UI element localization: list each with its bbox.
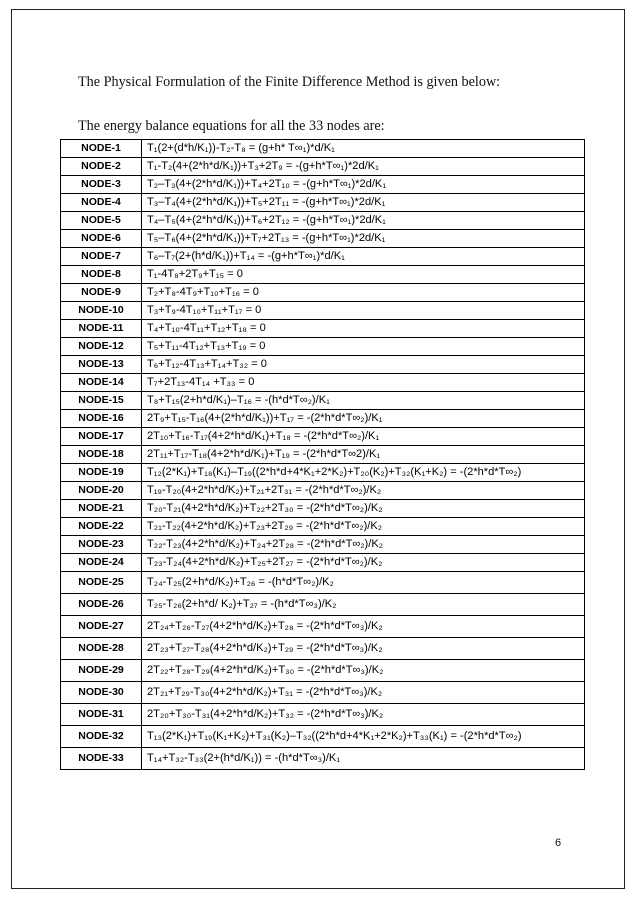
node-label: NODE-11: [61, 320, 142, 338]
table-row: [61, 158, 585, 176]
table-row: [61, 284, 585, 302]
node-label: NODE-5: [61, 212, 142, 230]
table-row: [61, 320, 585, 338]
node-label: NODE-21: [61, 500, 142, 518]
node-label: NODE-29: [61, 660, 142, 682]
node-label: NODE-8: [61, 266, 142, 284]
node-label: NODE-3: [61, 176, 142, 194]
node-label: NODE-2: [61, 158, 142, 176]
node-equation: T₁-T₂(4+(2*h*d/K₁))+T₃+2T₉ = -(g+h*T∞₁)*2d/K₁: [142, 158, 585, 176]
node-label: NODE-7: [61, 248, 142, 266]
table-row: [61, 638, 585, 660]
node-label: NODE-12: [61, 338, 142, 356]
node-equation: T₈+T₁₅(2+h*d/K₁)–T₁₆ = -(h*d*T∞₂)/K₁: [142, 392, 585, 410]
node-equation: T₁₂(2*K₁)+T₁₈(K₁)–T₁₉((2*h*d+4*K₁+2*K₂)+T₂₀(K₂)+T₃₂(K₁+K₂) = -(2*h*d*T∞₂): [142, 464, 585, 482]
table-row: [61, 500, 585, 518]
node-label: NODE-27: [61, 616, 142, 638]
node-label: NODE-6: [61, 230, 142, 248]
node-equation: T₅–T₆(4+(2*h*d/K₁))+T₇+2T₁₃ = -(g+h*T∞₁)*2d/K₁: [142, 230, 585, 248]
node-equation: T₂₃-T₂₄(4+2*h*d/K₂)+T₂₅+2T₂₇ = -(2*h*d*T∞₂)/K₂: [142, 554, 585, 572]
node-equation: T₁₄+T₃₂-T₃₃(2+(h*d/K₁)) = -(h*d*T∞₃)/K₁: [142, 748, 585, 770]
table-row: [61, 660, 585, 682]
heading: The Physical Formulation of the Finite Difference Method is given below:: [78, 74, 501, 90]
table-row: [61, 748, 585, 770]
node-label: NODE-17: [61, 428, 142, 446]
table-row: [61, 338, 585, 356]
node-equation: 2T₂₄+T₂₆-T₂₇(4+2*h*d/K₂)+T₂₈ = -(2*h*d*T∞₃)/K₂: [142, 616, 585, 638]
table-row: [61, 266, 585, 284]
table-row: [61, 374, 585, 392]
node-equation: T₆–T₇(2+(h*d/K₁))+T₁₄ = -(g+h*T∞₁)*d/K₁: [142, 248, 585, 266]
table-row: [61, 482, 585, 500]
node-equation: T₂₅-T₂₆(2+h*d/ K₂)+T₂₇ = -(h*d*T∞₃)/K₂: [142, 594, 585, 616]
node-label: NODE-25: [61, 572, 142, 594]
node-equation: T₃+T₉-4T₁₀+T₁₁+T₁₇ = 0: [142, 302, 585, 320]
node-label: NODE-10: [61, 302, 142, 320]
node-equation: 2T₁₀+T₁₆-T₁₇(4+2*h*d/K₁)+T₁₈ = -(2*h*d*T∞₂)/K₁: [142, 428, 585, 446]
table-row: [61, 140, 585, 158]
node-equation-table: [60, 139, 585, 770]
node-equation: T₆+T₁₂-4T₁₃+T₁₄+T₃₂ = 0: [142, 356, 585, 374]
node-label: NODE-24: [61, 554, 142, 572]
node-equation: 2T₂₂+T₂₈-T₂₉(4+2*h*d/K₂)+T₃₀ = -(2*h*d*T∞₃)/K₂: [142, 660, 585, 682]
node-equation: T₂₄-T₂₅(2+h*d/K₂)+T₂₆ = -(h*d*T∞₂)/K₂: [142, 572, 585, 594]
node-equation: T₂₁-T₂₂(4+2*h*d/K₂)+T₂₃+2T₂₉ = -(2*h*d*T∞₂)/K₂: [142, 518, 585, 536]
node-equation: T₂–T₃(4+(2*h*d/K₁))+T₄+2T₁₀ = -(g+h*T∞₁)*2d/K₁: [142, 176, 585, 194]
node-equation: 2T₂₀+T₃₀-T₃₁(4+2*h*d/K₂)+T₃₂ = -(2*h*d*T∞₃)/K₂: [142, 704, 585, 726]
node-equation: T₁₉-T₂₀(4+2*h*d/K₂)+T₂₁+2T₃₁ = -(2*h*d*T∞₂)/K₂: [142, 482, 585, 500]
table-row: [61, 356, 585, 374]
table-row: [61, 572, 585, 594]
node-equation: T₁(2+(d*h/K₁))-T₂-T₈ = (g+h* T∞₁)*d/K₁: [142, 140, 585, 158]
page-number: 6: [555, 837, 562, 849]
node-label: NODE-28: [61, 638, 142, 660]
table-row: [61, 230, 585, 248]
table-row: [61, 464, 585, 482]
table-row: [61, 410, 585, 428]
node-equation: T₄–T₅(4+(2*h*d/K₁))+T₆+2T₁₂ = -(g+h*T∞₁)*2d/K₁: [142, 212, 585, 230]
table-row: [61, 518, 585, 536]
table-row: [61, 536, 585, 554]
node-label: NODE-13: [61, 356, 142, 374]
table-row: [61, 616, 585, 638]
table-row: [61, 428, 585, 446]
table-row: [61, 682, 585, 704]
node-label: NODE-4: [61, 194, 142, 212]
node-equation: T₇+2T₁₃-4T₁₄ +T₃₃ = 0: [142, 374, 585, 392]
table-row: [61, 726, 585, 748]
node-label: NODE-20: [61, 482, 142, 500]
node-label: NODE-14: [61, 374, 142, 392]
table-row: [61, 248, 585, 266]
table-row: [61, 392, 585, 410]
node-equation: T₂₀-T₂₁(4+2*h*d/K₂)+T₂₂+2T₃₀ = -(2*h*d*T∞₂)/K₂: [142, 500, 585, 518]
node-equation: T₅+T₁₁-4T₁₂+T₁₃+T₁₉ = 0: [142, 338, 585, 356]
table-row: [61, 554, 585, 572]
table-row: [61, 176, 585, 194]
node-equation: T₃–T₄(4+(2*h*d/K₁))+T₅+2T₁₁ = -(g+h*T∞₁)*2d/K₁: [142, 194, 585, 212]
table-row: [61, 594, 585, 616]
node-equation: 2T₂₃+T₂₇-T₂₈(4+2*h*d/K₂)+T₂₉ = -(2*h*d*T∞₃)/K₂: [142, 638, 585, 660]
node-equation: 2T₉+T₁₅-T₁₆(4+(2*h*d/K₁))+T₁₇ = -(2*h*d*T∞₂)/K₁: [142, 410, 585, 428]
node-equation: T₂₂-T₂₃(4+2*h*d/K₂)+T₂₄+2T₂₈ = -(2*h*d*T∞₂)/K₂: [142, 536, 585, 554]
node-label: NODE-31: [61, 704, 142, 726]
node-label: NODE-9: [61, 284, 142, 302]
node-label: NODE-19: [61, 464, 142, 482]
node-label: NODE-1: [61, 140, 142, 158]
node-equation: 2T₂₁+T₂₉-T₃₀(4+2*h*d/K₂)+T₃₁ = -(2*h*d*T∞₃)/K₂: [142, 682, 585, 704]
table-row: [61, 704, 585, 726]
node-label: NODE-23: [61, 536, 142, 554]
subheading: The energy balance equations for all the 33 nodes are:: [78, 118, 385, 134]
node-label: NODE-32: [61, 726, 142, 748]
node-label: NODE-18: [61, 446, 142, 464]
node-equation: T₂+T₈-4T₉+T₁₀+T₁₆ = 0: [142, 284, 585, 302]
node-equation: T₁-4T₈+2T₉+T₁₅ = 0: [142, 266, 585, 284]
node-label: NODE-33: [61, 748, 142, 770]
node-label: NODE-26: [61, 594, 142, 616]
table-row: [61, 212, 585, 230]
node-equation: T₁₃(2*K₁)+T₁₉(K₁+K₂)+T₃₁(K₂)–T₃₂((2*h*d+4*K₁+2*K₂)+T₃₃(K₁) = -(2*h*d*T∞₂): [142, 726, 585, 748]
node-equation: 2T₁₁+T₁₇-T₁₈(4+2*h*d/K₁)+T₁₉ = -(2*h*d*T∞2)/K₁: [142, 446, 585, 464]
node-label: NODE-30: [61, 682, 142, 704]
table-row: [61, 194, 585, 212]
node-label: NODE-15: [61, 392, 142, 410]
table-row: [61, 302, 585, 320]
node-equation: T₄+T₁₀-4T₁₁+T₁₂+T₁₈ = 0: [142, 320, 585, 338]
table-row: [61, 446, 585, 464]
node-label: NODE-22: [61, 518, 142, 536]
node-label: NODE-16: [61, 410, 142, 428]
